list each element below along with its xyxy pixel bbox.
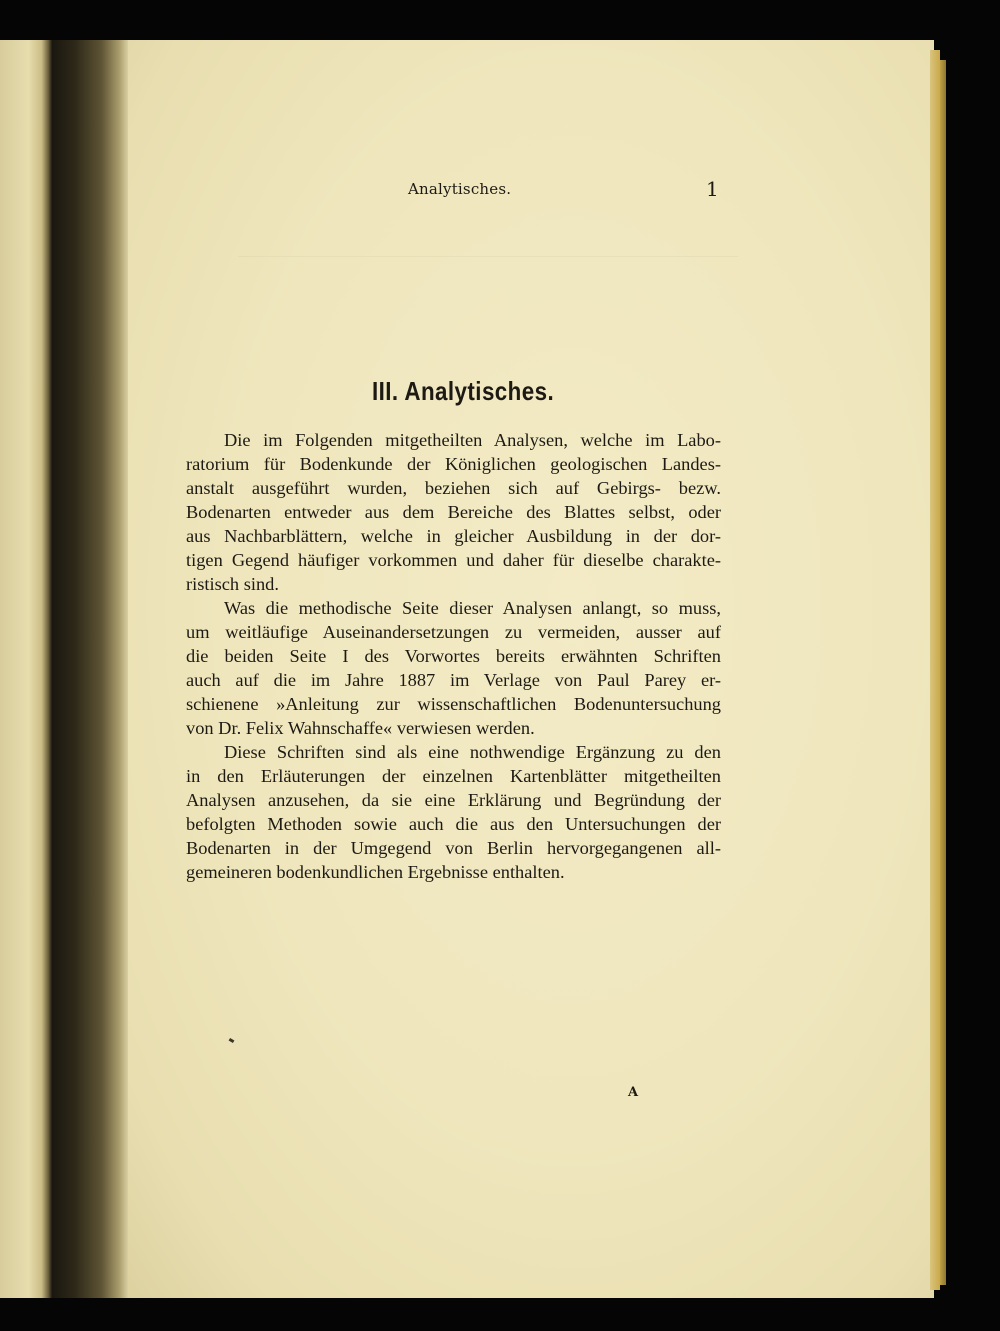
- signature-mark: A: [628, 1085, 639, 1100]
- body-line: gemeineren bodenkundlichen Ergebnisse enthalten.: [186, 862, 565, 882]
- running-head: Analytisches.: [408, 180, 512, 198]
- page-stack-edge-outer: [940, 60, 946, 1285]
- page-stack-edge: [930, 50, 940, 1290]
- body-text: [186, 428, 721, 884]
- body-line: um weitläufige Auseinandersetzungen zu vermeiden, ausser auf: [186, 622, 721, 642]
- chapter-title: III. Analytisches.: [372, 376, 555, 406]
- body-line: tigen Gegend häufiger vorkommen und daher für dieselbe charakte-: [186, 550, 721, 570]
- body-line: aus Nachbarblättern, welche in gleicher Ausbildung in der dor-: [186, 526, 721, 546]
- body-line: Bodenarten in der Umgegend von Berlin hervorgegangenen all-: [186, 838, 721, 858]
- bleed-through-texture: [238, 228, 738, 257]
- page-number: 1: [706, 177, 719, 201]
- book-gutter: [52, 40, 128, 1298]
- body-line: die beiden Seite I des Vorwortes bereits erwähnten Schriften: [186, 646, 721, 666]
- body-line: auch auf die im Jahre 1887 im Verlage von Paul Parey er-: [186, 670, 721, 690]
- body-line: ratorium für Bodenkunde der Königlichen geologischen Landes-: [186, 454, 721, 474]
- body-line: Die im Folgenden mitgetheilten Analysen, welche im Labo-: [224, 430, 721, 450]
- body-line: befolgten Methoden sowie auch die aus den Untersuchungen der: [186, 814, 721, 834]
- body-line: von Dr. Felix Wahnschaffe« verwiesen werden.: [186, 718, 535, 738]
- body-line: anstalt ausgeführt wurden, beziehen sich auf Gebirgs- bezw.: [186, 478, 721, 498]
- body-line: Diese Schriften sind als eine nothwendige Ergänzung zu den: [224, 742, 721, 762]
- body-line: schienene »Anleitung zur wissenschaftlichen Bodenuntersuchung: [186, 694, 721, 714]
- body-line: Was die methodische Seite dieser Analysen anlangt, so muss,: [224, 598, 721, 618]
- body-line: Bodenarten entweder aus dem Bereiche des Blattes selbst, oder: [186, 502, 721, 522]
- left-page-edge: [0, 40, 52, 1298]
- body-line: Analysen anzusehen, da sie eine Erklärung und Begründung der: [186, 790, 721, 810]
- body-line: ristisch sind.: [186, 574, 279, 594]
- body-line: in den Erläuterungen der einzelnen Kartenblätter mitgetheilten: [186, 766, 721, 786]
